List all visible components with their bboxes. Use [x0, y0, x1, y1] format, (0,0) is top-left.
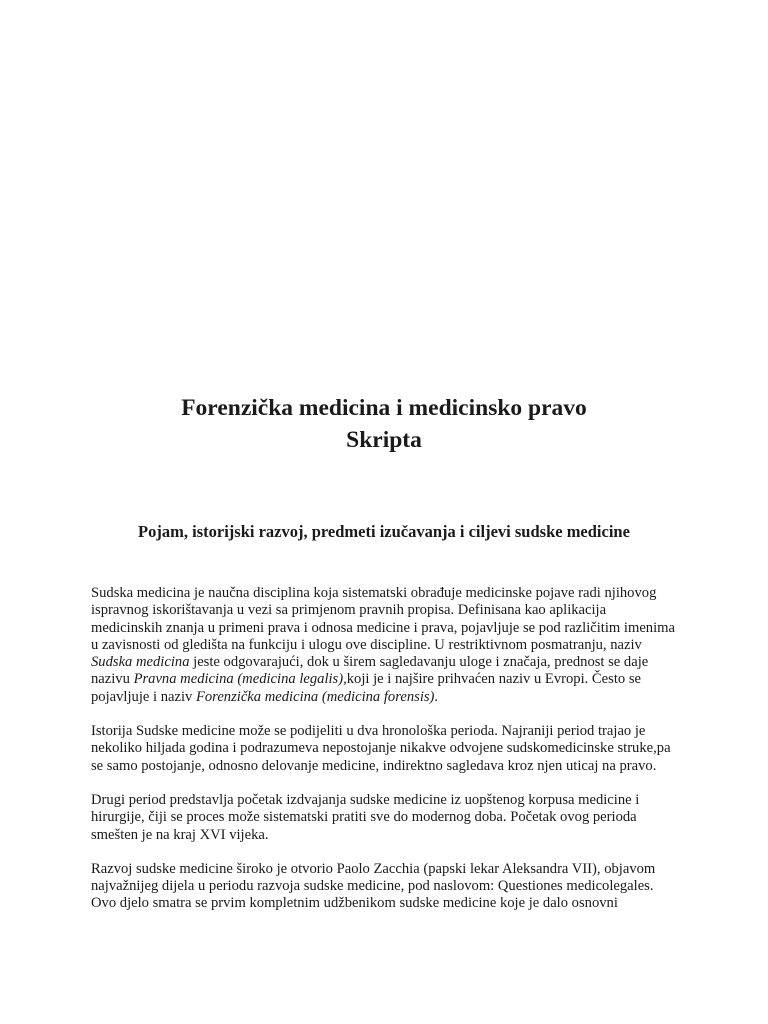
term-pravna-medicina: Pravna medicina (medicina legalis), [133, 671, 347, 688]
term-sudska-medicina: Sudska medicina [91, 654, 190, 671]
term-forenzicka-medicina: Forenzička medicina (medicina forensis) [195, 688, 435, 705]
section-heading: Pojam, istorijski razvoj, predmeti izučavanja i ciljevi sudske medicine [138, 522, 630, 541]
document-title [0, 392, 768, 456]
paragraph-1 [91, 585, 681, 706]
paragraph-1-text-c: koji je i najšire prihvaćen naziv u Evropi. Često se pojavljuje i naziv [91, 671, 641, 705]
paragraph-1-text-b: jeste odgovarajući, dok u širem sagledavanju uloge i značaja, prednost se daje nazivu [91, 654, 649, 688]
document-title-line-2: Skripta [346, 427, 422, 453]
paragraph-1-text-a: Sudska medicina je naučna disciplina koja sistematski obrađuje medicinske pojave radi njihovog ispravnog iskorištavanja u vezi sa primjenom pravnih propisa. Definisana kao aplikacija medicinskih znanja u primeni prava i odnosa medicine i prava, pojavljuje se pod različitim imenima u zavisnosti od gledišta na funkciju i ulogu ove discipline. U restriktivnom posmatranju, naziv [91, 585, 675, 653]
paragraph-4: Razvoj sudske medicine široko je otvorio Paolo Zacchia (papski lekar Aleksandra VII), objavom najvažnijeg dijela u periodu razvoja sudske medicine, pod naslovom: Questiones medicolegales. Ovo djelo smatra se prvim kompletnim udžbenikom sudske medicine koje je dalo osnovni [91, 860, 656, 912]
paragraph-2: Istorija Sudske medicine može se podijeliti u dva hronološka perioda. Najraniji period trajao je nekoliko hiljada godina i podrazumeva nepostojanje nikakve odvojene sudskomedicinske struke,pa se samo postojanje, odnosno delovanje medicine, indirektno sagledava kroz njen uticaj na pravo. [91, 723, 671, 774]
body-text [91, 585, 681, 930]
paragraph-3: Drugi period predstavlja početak izdvajanja sudske medicine iz uopštenog korpusa medicine i hirurgije, čiji se proces može sistematski pratiti sve do modernog doba. Početak ovog perioda smešten je na kraj XVI vijeka. [91, 791, 640, 843]
document-title-line-1: Forenzička medicina i medicinsko pravo [181, 395, 587, 421]
paragraph-1-text-d: . [434, 688, 439, 705]
